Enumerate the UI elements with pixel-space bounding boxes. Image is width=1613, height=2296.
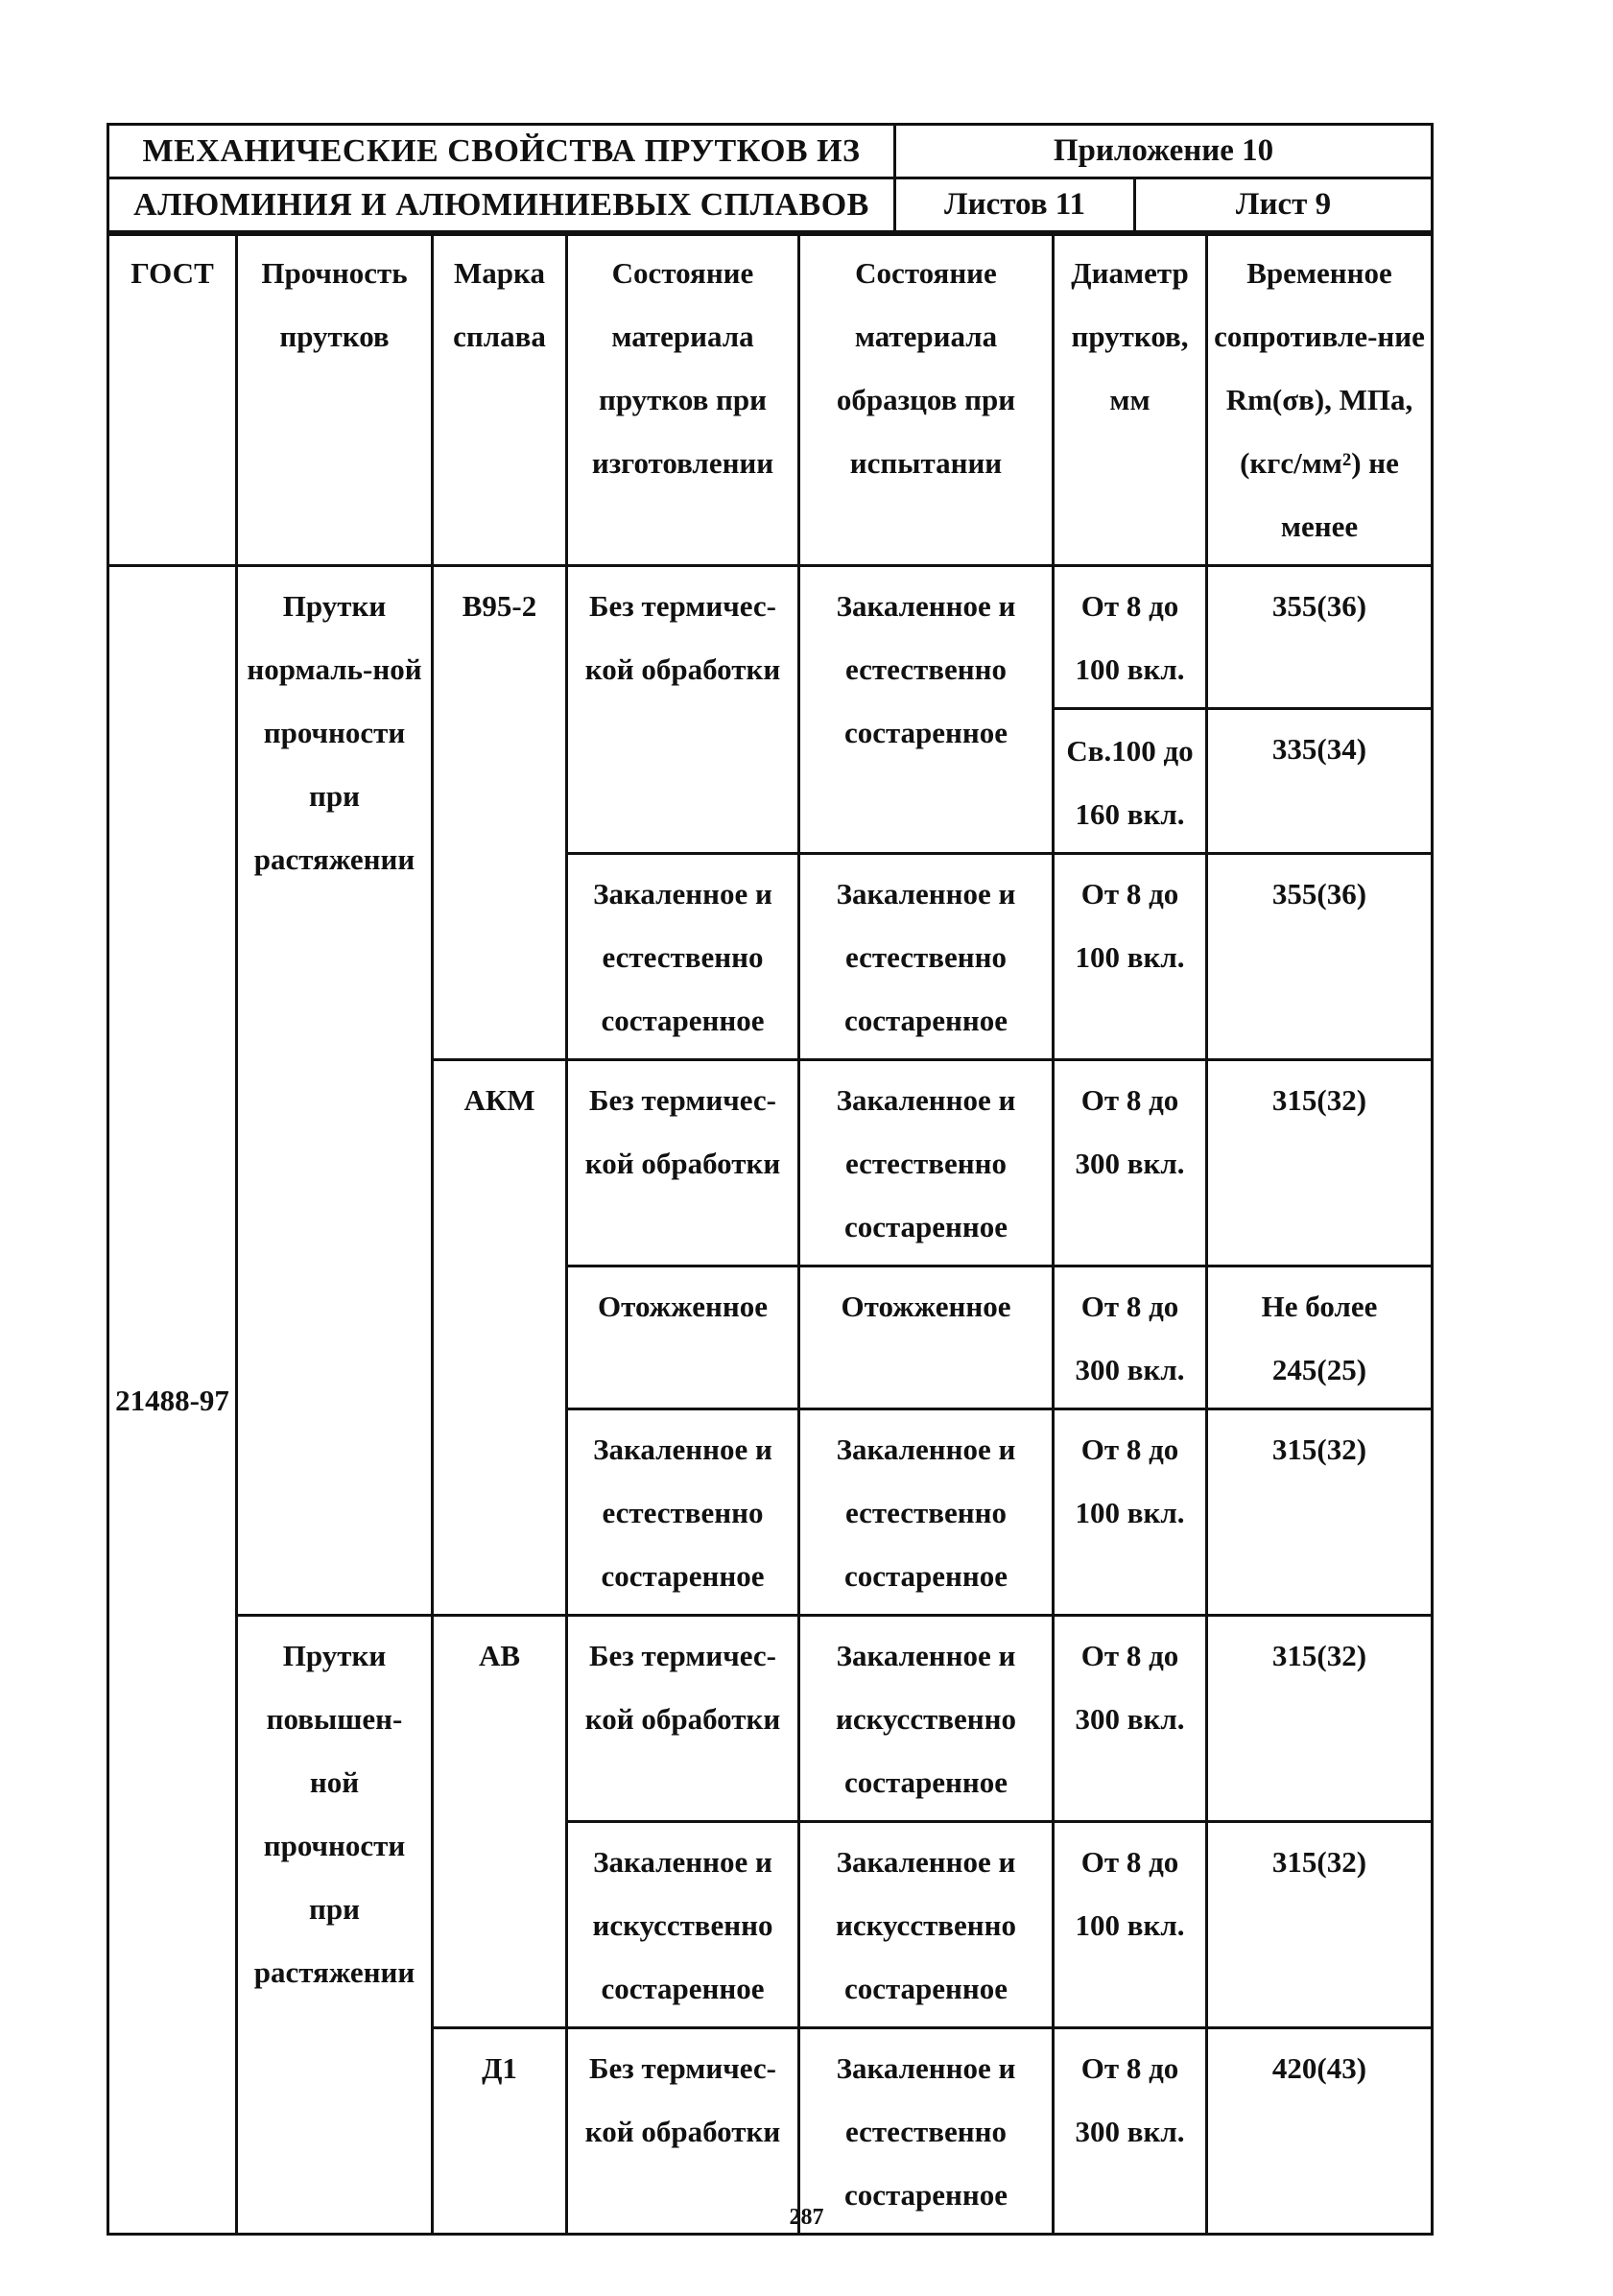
diameter-cell: От 8 до 300 вкл.: [1054, 1616, 1207, 1822]
state-test-cell: Закаленное и естественно состаренное: [799, 566, 1054, 854]
grade-cell: АВ: [433, 1616, 567, 2028]
state-manufacture-cell: Без термичес-кой обработки: [567, 1060, 799, 1266]
state-manufacture-cell: Без термичес-кой обработки: [567, 2028, 799, 2235]
col-header-state-manufacture: Состояние материала прутков при изготовлении: [567, 235, 799, 566]
grade-cell: Д1: [433, 2028, 567, 2235]
title-line-1: МЕХАНИЧЕСКИЕ СВОЙСТВА ПРУТКОВ ИЗ: [108, 125, 895, 178]
diameter-cell: От 8 до 300 вкл.: [1054, 2028, 1207, 2235]
grade-cell: В95-2: [433, 566, 567, 1060]
table-header-row: [108, 235, 1433, 566]
strength-cell: Прутки повышен-ной прочности при растяжении: [237, 1616, 433, 2235]
gost-cell: 21488-97: [108, 566, 237, 2235]
col-header-gost: ГОСТ: [108, 235, 237, 566]
tensile-cell: 315(32): [1207, 1822, 1433, 2028]
document-page: [107, 123, 1431, 2236]
col-header-diameter: Диаметр прутков, мм: [1054, 235, 1207, 566]
state-test-cell: Закаленное и естественно состаренное: [799, 1060, 1054, 1266]
col-header-strength: Прочность прутков: [237, 235, 433, 566]
diameter-cell: От 8 до 100 вкл.: [1054, 854, 1207, 1060]
tensile-cell: 355(36): [1207, 854, 1433, 1060]
appendix-label: Приложение 10: [895, 125, 1433, 178]
document-header: [107, 123, 1434, 233]
tensile-cell: Не более 245(25): [1207, 1266, 1433, 1409]
tensile-cell: 355(36): [1207, 566, 1433, 709]
title-line-2: АЛЮМИНИЯ И АЛЮМИНИЕВЫХ СПЛАВОВ: [108, 178, 895, 232]
strength-cell: Прутки нормаль-ной прочности при растяжении: [237, 566, 433, 1616]
diameter-cell: От 8 до 300 вкл.: [1054, 1060, 1207, 1266]
tensile-cell: 315(32): [1207, 1616, 1433, 1822]
table-row: [108, 566, 1433, 709]
col-header-state-test: Состояние материала образцов при испытании: [799, 235, 1054, 566]
diameter-cell: От 8 до 300 вкл.: [1054, 1266, 1207, 1409]
state-manufacture-cell: Закаленное и естественно состаренное: [567, 854, 799, 1060]
state-manufacture-cell: Отожженное: [567, 1266, 799, 1409]
diameter-cell: От 8 до 100 вкл.: [1054, 566, 1207, 709]
state-test-cell: Закаленное и искусственно состаренное: [799, 1616, 1054, 1822]
diameter-cell: От 8 до 100 вкл.: [1054, 1822, 1207, 2028]
col-header-grade: Марка сплава: [433, 235, 567, 566]
state-manufacture-cell: Без термичес-кой обработки: [567, 1616, 799, 1822]
state-test-cell: Закаленное и естественно состаренное: [799, 1409, 1054, 1616]
state-test-cell: Закаленное и естественно состаренное: [799, 854, 1054, 1060]
state-manufacture-cell: Без термичес-кой обработки: [567, 566, 799, 854]
col-header-tensile: Временное сопротивле-ние Rm(σв), МПа, (кгс/мм²) не менее: [1207, 235, 1433, 566]
state-test-cell: Отожженное: [799, 1266, 1054, 1409]
state-manufacture-cell: Закаленное и естественно состаренное: [567, 1409, 799, 1616]
grade-cell: АКМ: [433, 1060, 567, 1616]
sheet-number: Лист 9: [1135, 178, 1433, 232]
table-row: [108, 1616, 1433, 1822]
tensile-cell: 315(32): [1207, 1409, 1433, 1616]
sheets-total: Листов 11: [895, 178, 1135, 232]
state-test-cell: Закаленное и искусственно состаренное: [799, 1822, 1054, 2028]
tensile-cell: 335(34): [1207, 709, 1433, 854]
tensile-cell: 420(43): [1207, 2028, 1433, 2235]
diameter-cell: Св.100 до 160 вкл.: [1054, 709, 1207, 854]
properties-table: [107, 233, 1434, 2236]
page-number: 287: [789, 2205, 824, 2230]
tensile-cell: 315(32): [1207, 1060, 1433, 1266]
state-manufacture-cell: Закаленное и искусственно состаренное: [567, 1822, 799, 2028]
state-test-cell: Закаленное и естественно состаренное: [799, 2028, 1054, 2235]
diameter-cell: От 8 до 100 вкл.: [1054, 1409, 1207, 1616]
